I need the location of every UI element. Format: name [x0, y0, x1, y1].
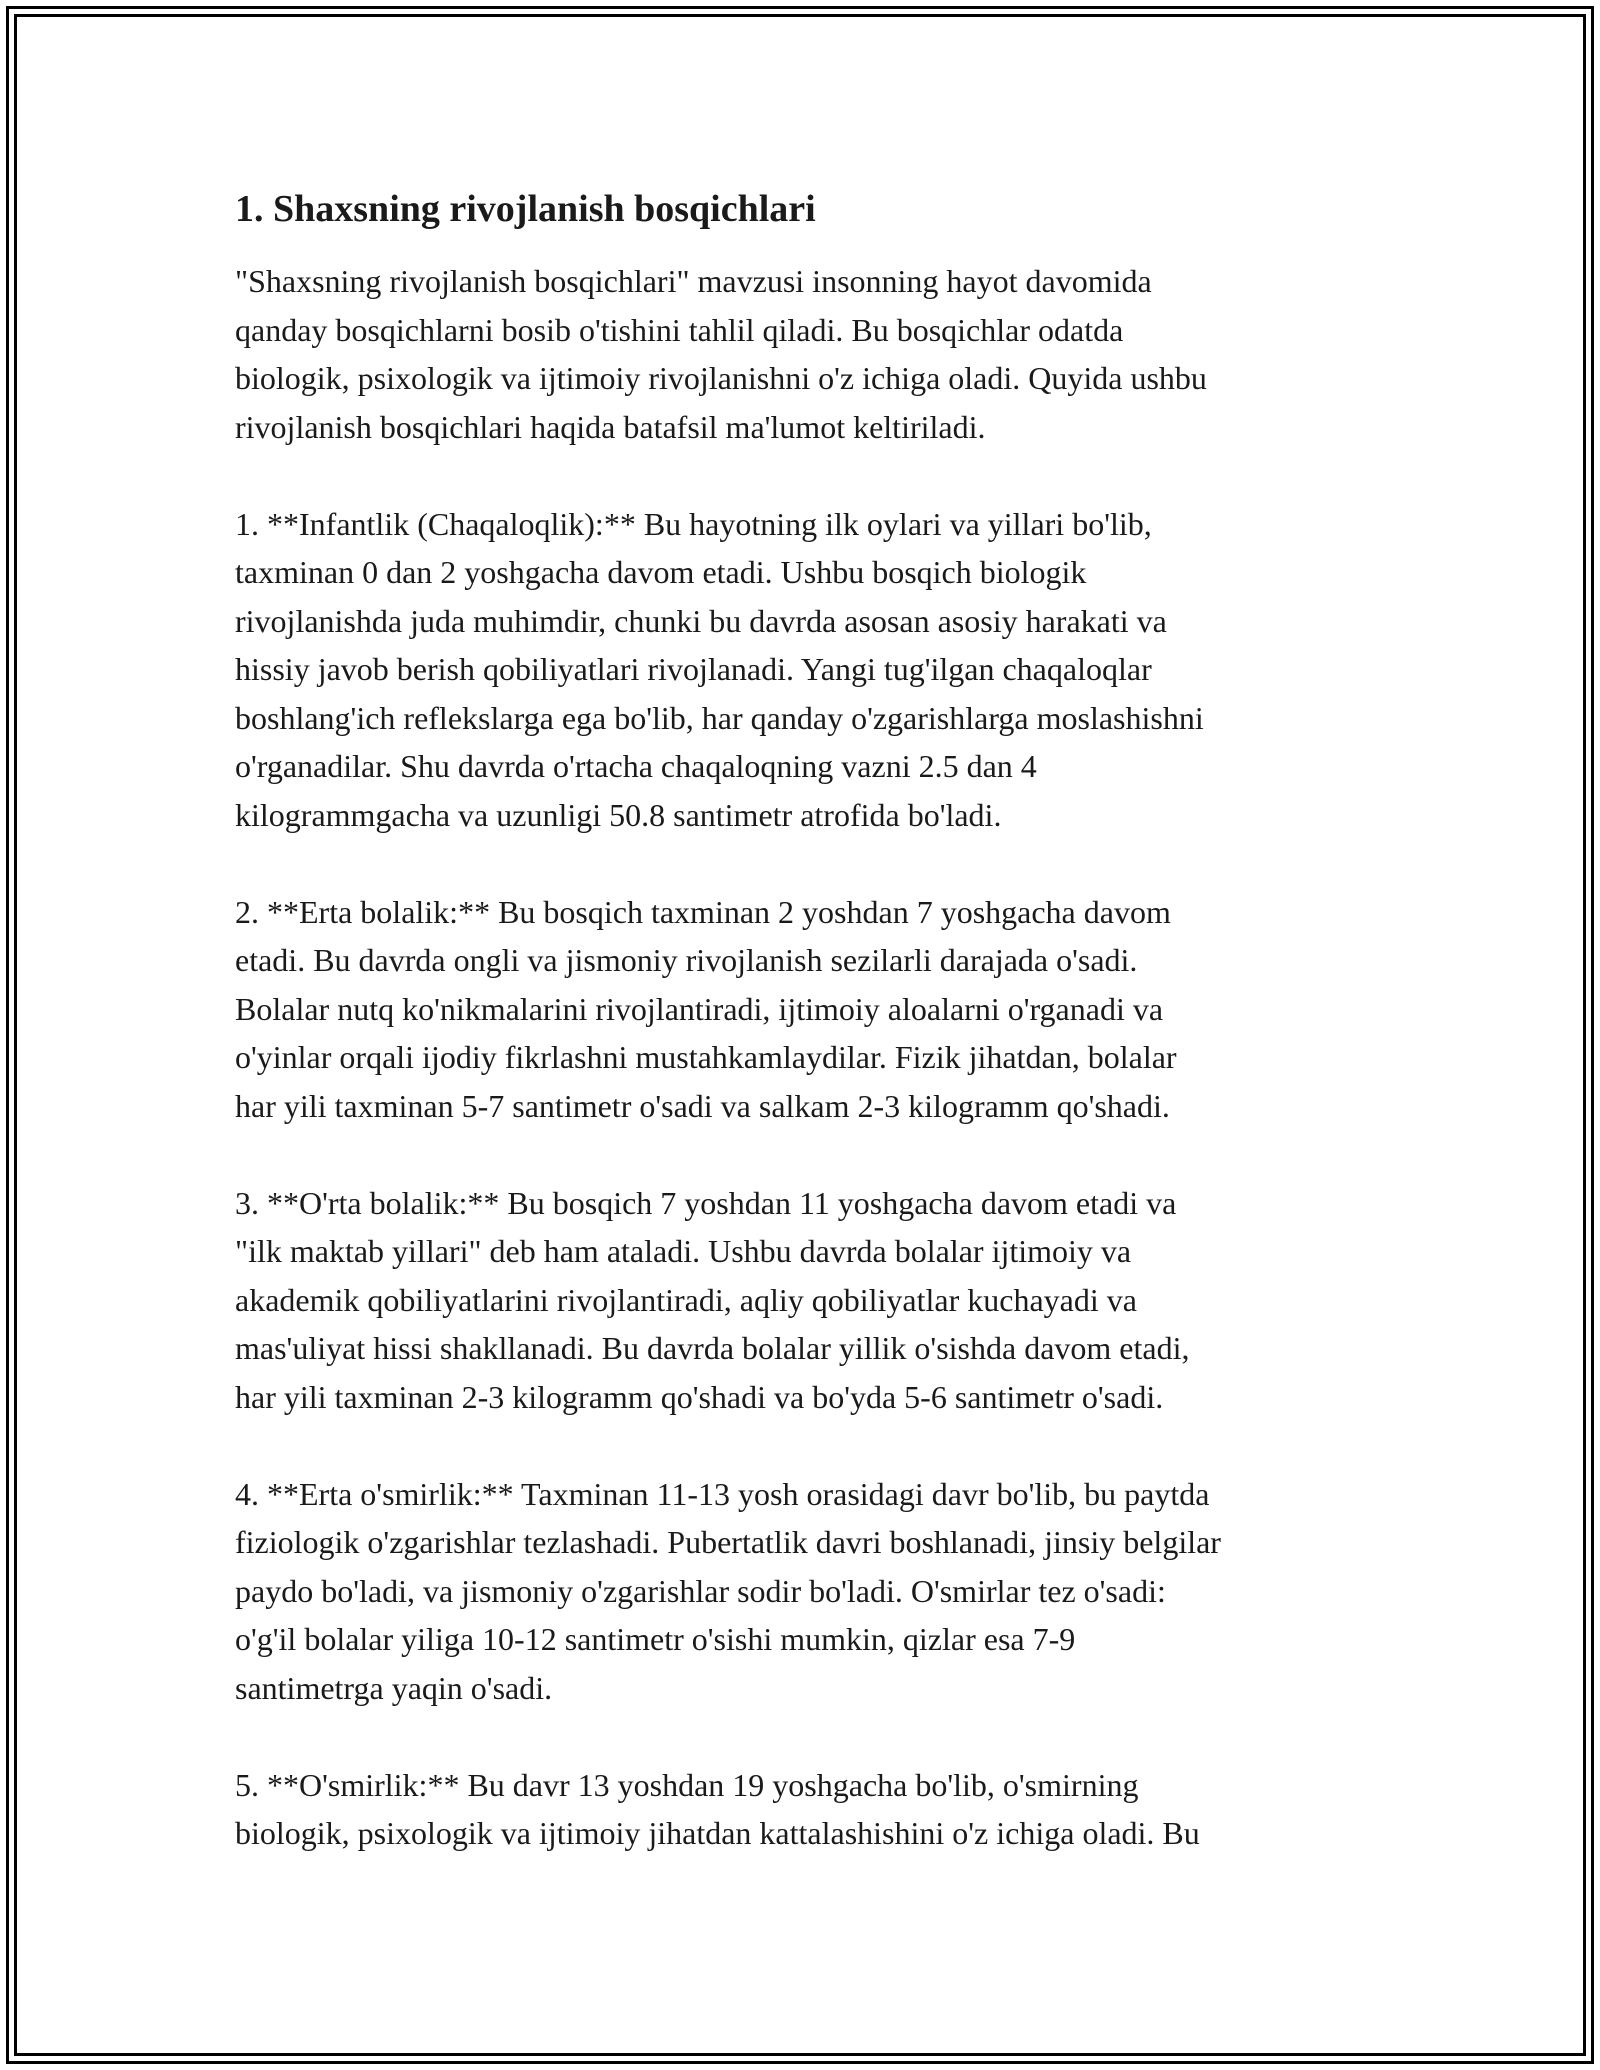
- text-line: 3. **O'rta bolalik:** Bu bosqich 7 yoshdan 11 yoshgacha davom etadi va: [235, 1184, 1177, 1221]
- document-page: [235, 185, 1375, 1906]
- text-line: qanday bosqichlarni bosib o'tishini tahlil qiladi. Bu bosqichlar odatda: [235, 311, 1124, 348]
- paragraph-infantlik: [235, 500, 1375, 840]
- text-line: o'yinlar orqali ijodiy fikrlashni mustahkamlaydilar. Fizik jihatdan, bolalar: [235, 1039, 1177, 1075]
- text-line: hissiy javob berish qobiliyatlari rivojlanadi. Yangi tug'ilgan chaqaloqlar: [235, 651, 1152, 687]
- paragraph-intro: [235, 257, 1375, 451]
- text-line: rivojlanishda juda muhimdir, chunki bu davrda asosan asosiy harakati va: [235, 602, 1167, 639]
- text-line: fiziologik o'zgarishlar tezlashadi. Pubertatlik davri boshlanadi, jinsiy belgilar: [235, 1524, 1221, 1560]
- text-line: 2. **Erta bolalik:** Bu bosqich taxminan 2 yoshdan 7 yoshgacha davom: [235, 893, 1171, 930]
- paragraph-erta-bolalik: [235, 888, 1375, 1131]
- text-line: akademik qobiliyatlarini rivojlantiradi, aqliy qobiliyatlar kuchayadi va: [235, 1281, 1137, 1318]
- text-line: "Shaxsning rivojlanish bosqichlari" mavzusi insonning hayot davomida: [235, 263, 1152, 299]
- paragraph-orta-bolalik: [235, 1179, 1375, 1422]
- text-line: Bolalar nutq ko'nikmalarini rivojlantiradi, ijtimoiy aloalarni o'rganadi va: [235, 990, 1164, 1027]
- paragraph-osmirlik: [235, 1761, 1375, 1858]
- text-line: 1. **Infantlik (Chaqaloqlik):** Bu hayotning ilk oylari va yillari bo'lib,: [235, 505, 1152, 542]
- text-line: har yili taxminan 5-7 santimetr o'sadi va salkam 2-3 kilogramm qo'shadi.: [235, 1087, 1170, 1124]
- paragraph-erta-osmirlik: [235, 1470, 1375, 1713]
- text-line: boshlang'ich reflekslarga ega bo'lib, har qanday o'zgarishlarga moslashishni: [235, 699, 1204, 736]
- text-line: biologik, psixologik va ijtimoiy jihatdan kattalashishini o'z ichiga oladi. Bu: [235, 1815, 1200, 1851]
- text-line: 5. **O'smirlik:** Bu davr 13 yoshdan 19 yoshgacha bo'lib, o'smirning: [235, 1766, 1139, 1803]
- text-line: biologik, psixologik va ijtimoiy rivojlanishni o'z ichiga oladi. Quyida ushbu: [235, 360, 1207, 396]
- text-line: mas'uliyat hissi shakllanadi. Bu davrda bolalar yillik o'sishda davom etadi,: [235, 1330, 1190, 1366]
- text-line: taxminan 0 dan 2 yoshgacha davom etadi. Ushbu bosqich biologik: [235, 554, 1087, 590]
- text-line: etadi. Bu davrda ongli va jismoniy rivojlanish sezilarli darajada o'sadi.: [235, 942, 1138, 978]
- text-line: o'g'il bolalar yiliga 10-12 santimetr o'sishi mumkin, qizlar esa 7-9: [235, 1621, 1076, 1657]
- text-line: o'rganadilar. Shu davrda o'rtacha chaqaloqning vazni 2.5 dan 4: [235, 748, 1037, 784]
- text-line: 4. **Erta o'smirlik:** Taxminan 11-13 yosh orasidagi davr bo'lib, bu paytda: [235, 1475, 1210, 1512]
- text-line: kilogrammgacha va uzunligi 50.8 santimetr atrofida bo'ladi.: [235, 796, 1002, 833]
- text-line: rivojlanish bosqichlari haqida batafsil ma'lumot keltiriladi.: [235, 408, 986, 445]
- text-line: paydo bo'ladi, va jismoniy o'zgarishlar sodir bo'ladi. O'smirlar tez o'sadi:: [235, 1572, 1166, 1609]
- text-line: santimetrga yaqin o'sadi.: [235, 1669, 553, 1706]
- document-title: 1. Shaxsning rivojlanish bosqichlari: [235, 188, 816, 230]
- text-line: "ilk maktab yillari" deb ham ataladi. Ushbu davrda bolalar ijtimoiy va: [235, 1233, 1132, 1269]
- text-line: har yili taxminan 2-3 kilogramm qo'shadi va bo'yda 5-6 santimetr o'sadi.: [235, 1378, 1164, 1415]
